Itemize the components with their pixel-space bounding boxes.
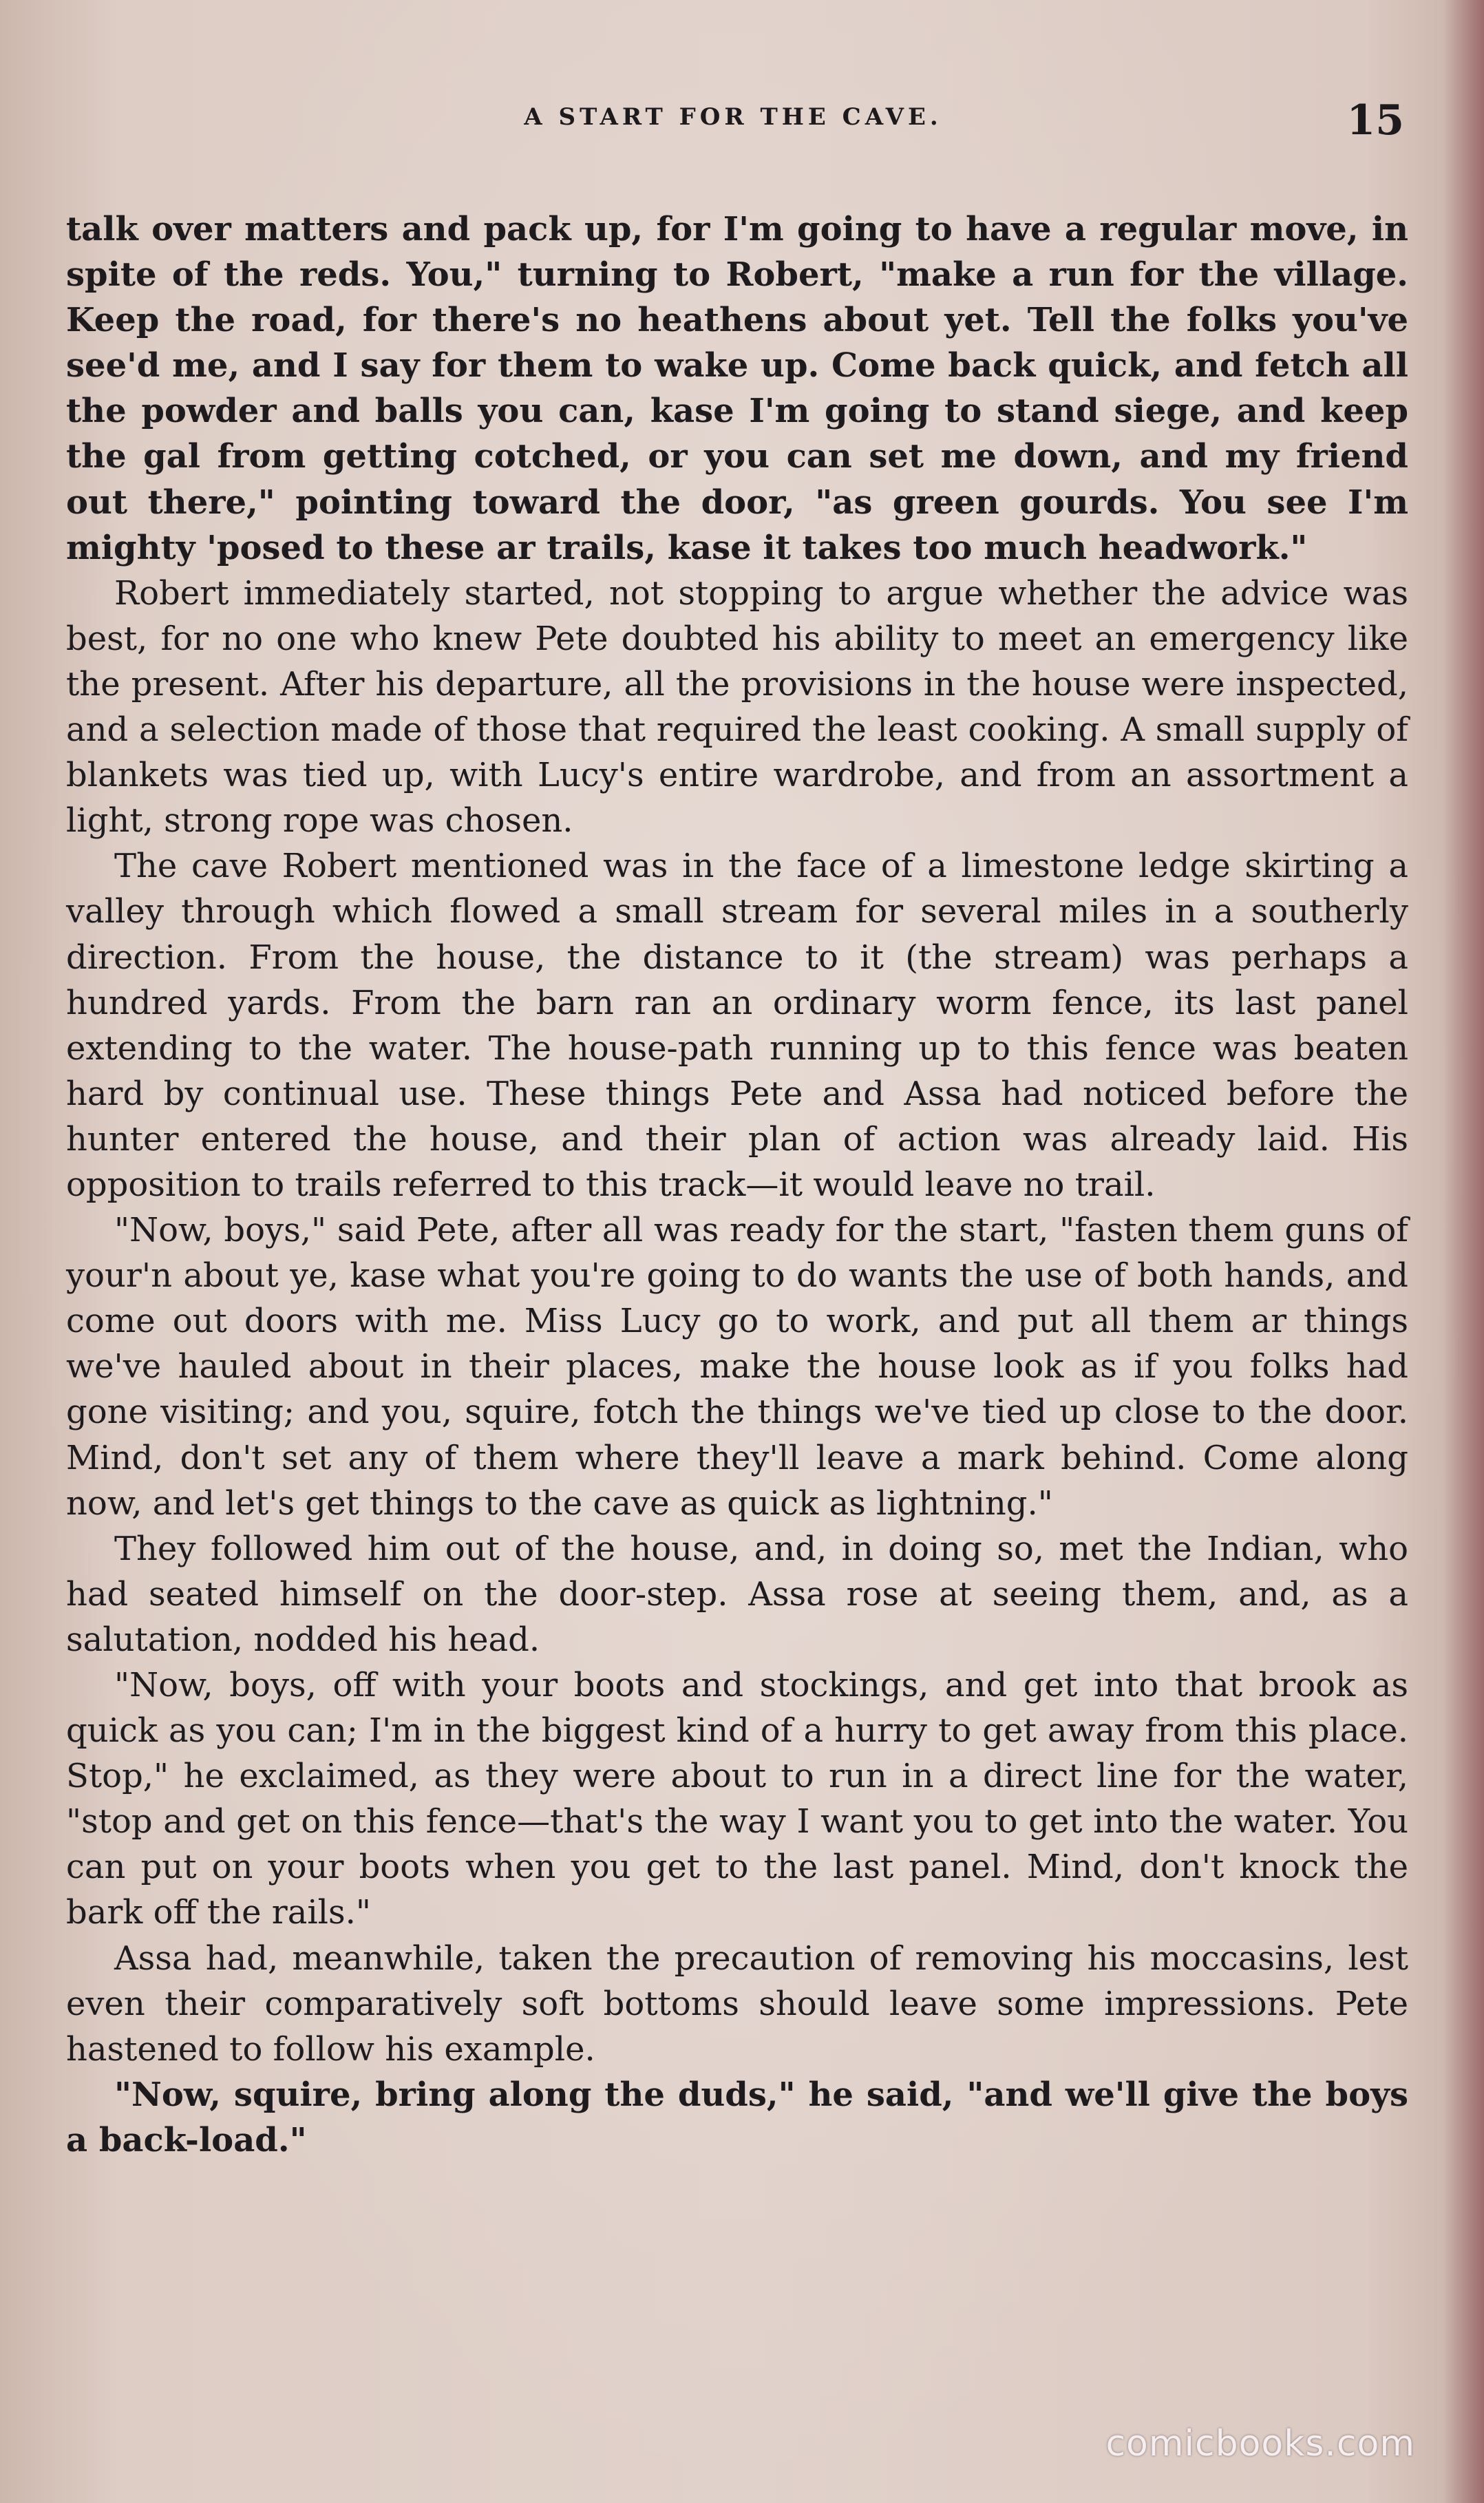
paragraph: They followed him out of the house, and, in doing so, met the Indian, who had seated himself on the door-step. Assa rose at seeing them, and, as a salutation, nodded his head. — [66, 1529, 1408, 1659]
paragraph: Robert immediately started, not stopping to argue whether the advice was best, for no one who knew Pete doubted his ability to meet an emergency like the present. After his departure, all the provisions in the house were inspected, and a selection made of those that required the least cooking. A small supply of blankets was tied up, with Lucy's entire wardrobe, and from an assortment a light, strong rope was chosen. — [66, 573, 1408, 841]
running-head: A START FOR THE CAVE. — [524, 103, 942, 131]
paragraph: talk over matters and pack up, for I'm going to have a regular move, in spite of the reds. You," turning to Robert, "make a run for the village. Keep the road, for there's no heathens about yet. Tell the folks you've see'd me, and I say for them to wake up. Come back quick, and fetch all the powder and balls you can, kase I'm going to stand siege, and keep the gal from getting cotched, or you can set me down, and my friend out there," pointing toward the door, "as green gourds. You see I'm mighty 'posed to these ar trails, kase it takes too much headwork." — [66, 210, 1408, 567]
paragraph: "Now, boys," said Pete, after all was ready for the start, "fasten them guns of your'n about ye, kase what you're going to do wants the use of both hands, and come out doors with me. Miss Lucy go to work, and put all them ar things we've hauled about in their places, make the house look as if you folks had gone visiting; and you, squire, fotch the things we've tied up close to the door. Mind, don't set any of them where they'll leave a mark behind. Come along now, and let's get things to the cave as quick as lightning." — [66, 1211, 1408, 1523]
body-text — [66, 207, 1408, 2163]
paragraph: "Now, boys, off with your boots and stockings, and get into that brook as quick as you can; I'm in the biggest kind of a hurry to get away from this place. Stop," he exclaimed, as they were about to run in a direct line for the water, "stop and get on this fence—that's the way I want you to get into the water. You can put on your boots when you get to the last panel. Mind, don't knock the bark off the rails." — [66, 1666, 1408, 1932]
paragraph: The cave Robert mentioned was in the face of a limestone ledge skirting a valley through which flowed a small stream for several miles in a southerly direction. From the house, the distance to it (the stream) was perhaps a hundred yards. From the barn ran an ordinary worm fence, its last panel extending to the water. The house-path running up to this fence was beaten hard by continual use. These things Pete and Assa had noticed before the hunter entered the house, and their plan of action was already laid. His opposition to trails referred to this track—it would leave no trail. — [66, 847, 1408, 1204]
paragraph: "Now, squire, bring along the duds," he said, "and we'll give the boys a back-load." — [66, 2075, 1408, 2159]
page-header — [62, 96, 1404, 151]
paragraph: Assa had, meanwhile, taken the precaution of removing his moccasins, lest even their comparatively soft bottoms should leave some impressions. Pete hastened to follow his example. — [66, 1939, 1408, 2069]
watermark: comicbooks.com — [1105, 2423, 1415, 2464]
page-number: 15 — [1346, 96, 1404, 145]
